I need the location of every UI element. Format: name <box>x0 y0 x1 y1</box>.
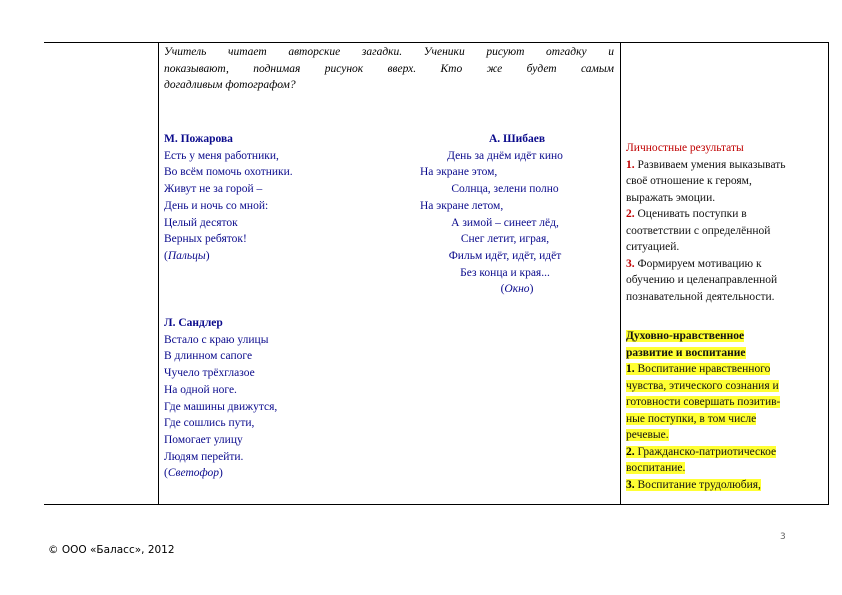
item-text: обучению и целенаправленной <box>626 274 778 286</box>
poem-line: Целый десяток <box>164 216 238 229</box>
poem-line: Есть у меня работники, <box>164 149 279 162</box>
upbringing-item <box>626 444 822 477</box>
poem-line: Людям перейти. <box>164 450 244 463</box>
column-divider-2 <box>620 42 621 504</box>
answer-text: Светофор <box>167 467 220 480</box>
poem-line: Фильм идёт, идёт, идёт <box>448 249 562 262</box>
poem-author: Л. Сандлер <box>164 317 223 329</box>
poem-line: Живут не за горой – <box>164 183 263 196</box>
results-title: Личностные результаты <box>626 142 744 154</box>
poem-line: На одной ноге. <box>164 383 237 396</box>
table-bottom-border <box>44 504 829 505</box>
upbringing-item <box>626 477 822 494</box>
intro-line: показывают, поднимая рисунок вверх. Кто же будет самым <box>164 62 614 75</box>
upbringing-title <box>626 328 822 361</box>
item-text: Гражданско-патриотическое <box>637 445 777 458</box>
title-line: Духовно-нравственное <box>626 330 745 342</box>
poem-line: Верных ребяток! <box>164 233 247 246</box>
poem-pozharova <box>164 131 293 265</box>
results-item <box>626 206 822 256</box>
item-text: ные поступки, в том числе <box>626 412 757 425</box>
intro-line: Учитель читает авторские загадки. Ученики рисуют отгадку и <box>164 46 614 58</box>
poem-line: Солнца, зелени полно <box>451 183 559 196</box>
intro-paragraph <box>164 44 614 94</box>
poem-shibaev <box>420 131 590 298</box>
upbringing-item <box>626 361 822 444</box>
poem-line: Где машины движутся, <box>164 400 278 413</box>
upbringing-section <box>626 328 822 493</box>
item-text: выражать эмоции. <box>626 191 716 204</box>
poem-line: Встало с краю улицы <box>164 333 269 346</box>
table-right-border <box>828 42 829 504</box>
item-text: своё отношение к героям, <box>626 175 752 187</box>
poem-line: Чучело трёхглазое <box>164 367 255 380</box>
item-number: 2. <box>626 445 635 458</box>
intro-line: догадливым фотографом? <box>164 79 296 91</box>
item-number: 1. <box>626 363 635 375</box>
poem-line: День и ночь со мной: <box>164 199 269 212</box>
poem-sandler <box>164 315 277 482</box>
poem-line: Во всём помочь охотники. <box>164 166 293 179</box>
column-divider-1 <box>158 42 159 504</box>
table-top-border <box>44 42 829 43</box>
item-text: воспитание. <box>626 462 686 474</box>
poem-line: На экране летом, <box>420 199 504 212</box>
poem-line: День за днём идёт кино <box>447 149 563 162</box>
poem-line: Помогает улицу <box>164 433 243 446</box>
item-text: готовности совершать позитив- <box>626 396 781 408</box>
item-text: чувства, этического сознания и <box>626 379 779 392</box>
item-text: Воспитание нравственного <box>637 363 771 375</box>
poem-line: Снег летит, играя, <box>460 233 550 246</box>
poem-line: А зимой – синеет лёд, <box>451 216 559 229</box>
personal-results <box>626 140 822 305</box>
poem-answer: (Окно) <box>500 283 534 296</box>
item-text: Развиваем умения выказывать <box>637 158 786 171</box>
poem-line: Без конца и края... <box>460 266 550 279</box>
page-number: 3 <box>780 532 786 542</box>
poem-line: В длинном сапоге <box>164 350 253 363</box>
item-text: Воспитание трудолюбия, <box>637 478 761 491</box>
item-number: 3. <box>626 257 635 270</box>
results-item <box>626 256 822 306</box>
poem-answer: (Светофор) <box>164 467 223 480</box>
item-text: речевые. <box>626 429 669 441</box>
title-line: развитие и воспитание <box>626 346 746 359</box>
answer-text: Окно <box>504 283 530 296</box>
item-number: 2. <box>626 208 635 220</box>
item-text: соответствии с определённой <box>626 224 771 237</box>
item-text: Формируем мотивацию к <box>637 257 762 270</box>
item-text: ситуацией. <box>626 241 680 253</box>
poem-line: На экране этом, <box>420 166 498 179</box>
answer-text: Пальцы <box>167 249 206 262</box>
poem-answer: (Пальцы) <box>164 249 210 262</box>
item-text: познавательной деятельности. <box>626 290 775 303</box>
copyright-footer: © ООО «Баласс», 2012 <box>48 544 175 556</box>
item-text: Оценивать поступки в <box>637 208 747 220</box>
results-item <box>626 157 822 207</box>
poem-line: Где сошлись пути, <box>164 417 255 430</box>
item-number: 1. <box>626 158 635 171</box>
poem-author: М. Пожарова <box>164 133 233 145</box>
poem-author: А. Шибаев <box>488 133 546 145</box>
item-number: 3. <box>626 478 635 491</box>
